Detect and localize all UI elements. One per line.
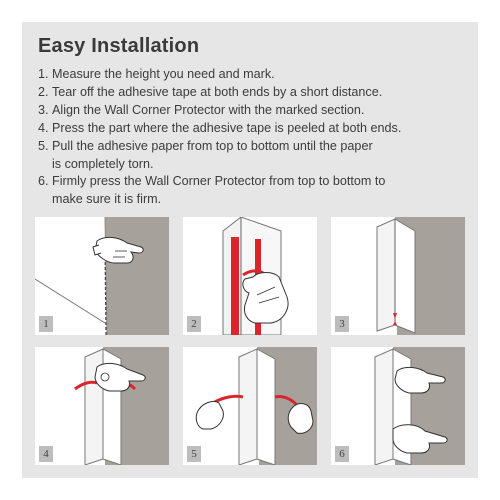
list-item: 2. Tear off the adhesive tape at both ends by a short distance. bbox=[38, 84, 383, 99]
page-title: Easy Installation bbox=[38, 35, 200, 57]
align-protector-icon bbox=[331, 217, 465, 335]
steps-list bbox=[38, 66, 468, 209]
step-badge: 3 bbox=[335, 316, 349, 332]
measure-wall-hand-icon bbox=[35, 217, 169, 335]
list-item: 1. Measure the height you need and mark. bbox=[38, 67, 275, 81]
step-5-illustration bbox=[183, 347, 317, 465]
press-firmly-icon bbox=[331, 347, 465, 465]
list-item: 5. Pull the adhesive paper from top to bottom until the paper is completely torn. bbox=[38, 138, 373, 171]
peel-tape-ends-icon bbox=[183, 217, 317, 335]
list-item: 3. Align the Wall Corner Protector with the marked section. bbox=[38, 102, 365, 117]
instruction-card bbox=[22, 22, 478, 478]
step-badge: 2 bbox=[187, 316, 201, 332]
step-6-illustration bbox=[331, 347, 465, 465]
press-ends-icon bbox=[35, 347, 169, 465]
step-1-illustration bbox=[35, 217, 169, 335]
step-4-illustration bbox=[35, 347, 169, 465]
list-item: 6. Firmly press the Wall Corner Protector from top to bottom to make sure it is firm. bbox=[38, 174, 386, 207]
step-badge: 4 bbox=[39, 446, 53, 462]
step-badge: 1 bbox=[39, 316, 53, 332]
step-badge: 6 bbox=[335, 446, 349, 462]
step-badge: 5 bbox=[187, 446, 201, 462]
step-3-illustration bbox=[331, 217, 465, 335]
pull-adhesive-paper-icon bbox=[183, 347, 317, 465]
step-2-illustration bbox=[183, 217, 317, 335]
list-item: 4. Press the part where the adhesive tape is peeled at both ends. bbox=[38, 120, 402, 135]
